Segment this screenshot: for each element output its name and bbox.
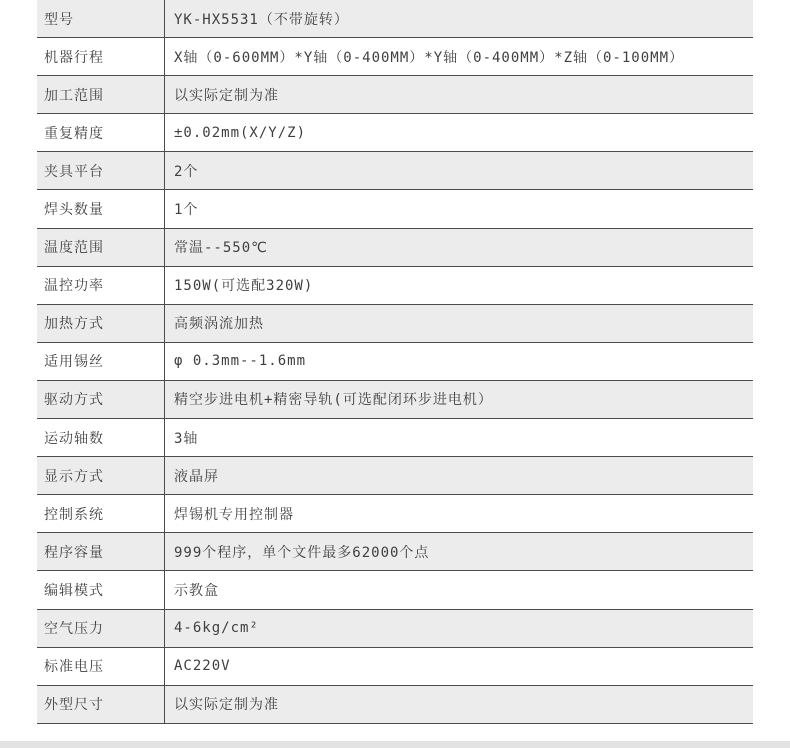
spec-value: AC220V [174,658,231,675]
table-row-model [37,0,753,38]
spec-label: 空气压力 [37,610,165,647]
table-row-motion-axes [37,419,753,457]
table-row-display-method [37,457,753,495]
spec-value: 以实际定制为准 [174,697,279,714]
spec-value: 2个 [174,163,199,180]
spec-label: 适用锡丝 [37,343,165,380]
spec-label: 编辑模式 [37,571,165,608]
spec-table [37,0,753,724]
spec-label: 外型尺寸 [37,686,165,723]
spec-value: 焊锡机专用控制器 [174,506,294,523]
table-row-head-count [37,190,753,228]
spec-label: 运动轴数 [37,419,165,456]
spec-label: 夹具平台 [37,152,165,189]
spec-value: ±0.02mm(X/Y/Z) [174,124,307,141]
table-row-repeat-accuracy [37,114,753,152]
spec-label: 重复精度 [37,114,165,151]
spec-value: φ 0.3mm--1.6mm [174,353,307,370]
spec-value: YK-HX5531（不带旋转） [174,11,349,28]
spec-label: 驱动方式 [37,381,165,418]
spec-label: 焊头数量 [37,190,165,227]
spec-label: 控制系统 [37,495,165,532]
table-row-edit-mode [37,571,753,609]
table-row-air-pressure [37,610,753,648]
table-row-drive-method [37,381,753,419]
spec-value: 3轴 [174,430,199,447]
spec-value: 常温--550℃ [174,240,268,257]
table-row-standard-voltage [37,648,753,686]
table-row-control-system [37,495,753,533]
spec-value: 150W(可选配320W) [174,278,314,295]
spec-value: 示教盒 [174,582,219,599]
spec-value: 4-6kg/cm² [174,620,259,637]
spec-value: 高频涡流加热 [174,316,264,333]
spec-label: 显示方式 [37,457,165,494]
table-row-heating-method [37,305,753,343]
spec-label: 机器行程 [37,38,165,75]
spec-label: 温度范围 [37,229,165,266]
table-row-outer-dimensions [37,686,753,724]
table-row-fixture-platform [37,152,753,190]
spec-value: X轴（0-600MM）*Y轴（0-400MM）*Y轴（0-400MM）*Z轴（0-100MM） [174,49,685,66]
table-row-temp-control-power [37,267,753,305]
table-row-temperature-range [37,229,753,267]
spec-value: 精空步进电机+精密导轨(可选配闭环步进电机） [174,392,493,409]
spec-value: 液晶屏 [174,468,219,485]
table-row-processing-range [37,76,753,114]
table-row-program-capacity [37,533,753,571]
spec-value: 1个 [174,202,199,219]
spec-label: 加热方式 [37,305,165,342]
spec-label: 型号 [37,0,165,37]
spec-label: 标准电压 [37,648,165,685]
table-row-solder-wire [37,343,753,381]
spec-value: 999个程序，单个文件最多62000个点 [174,544,430,561]
spec-value: 以实际定制为准 [174,87,279,104]
spec-label: 程序容量 [37,533,165,570]
spec-label: 温控功率 [37,267,165,304]
bottom-divider [0,741,790,748]
spec-label: 加工范围 [37,76,165,113]
table-row-machine-travel [37,38,753,76]
